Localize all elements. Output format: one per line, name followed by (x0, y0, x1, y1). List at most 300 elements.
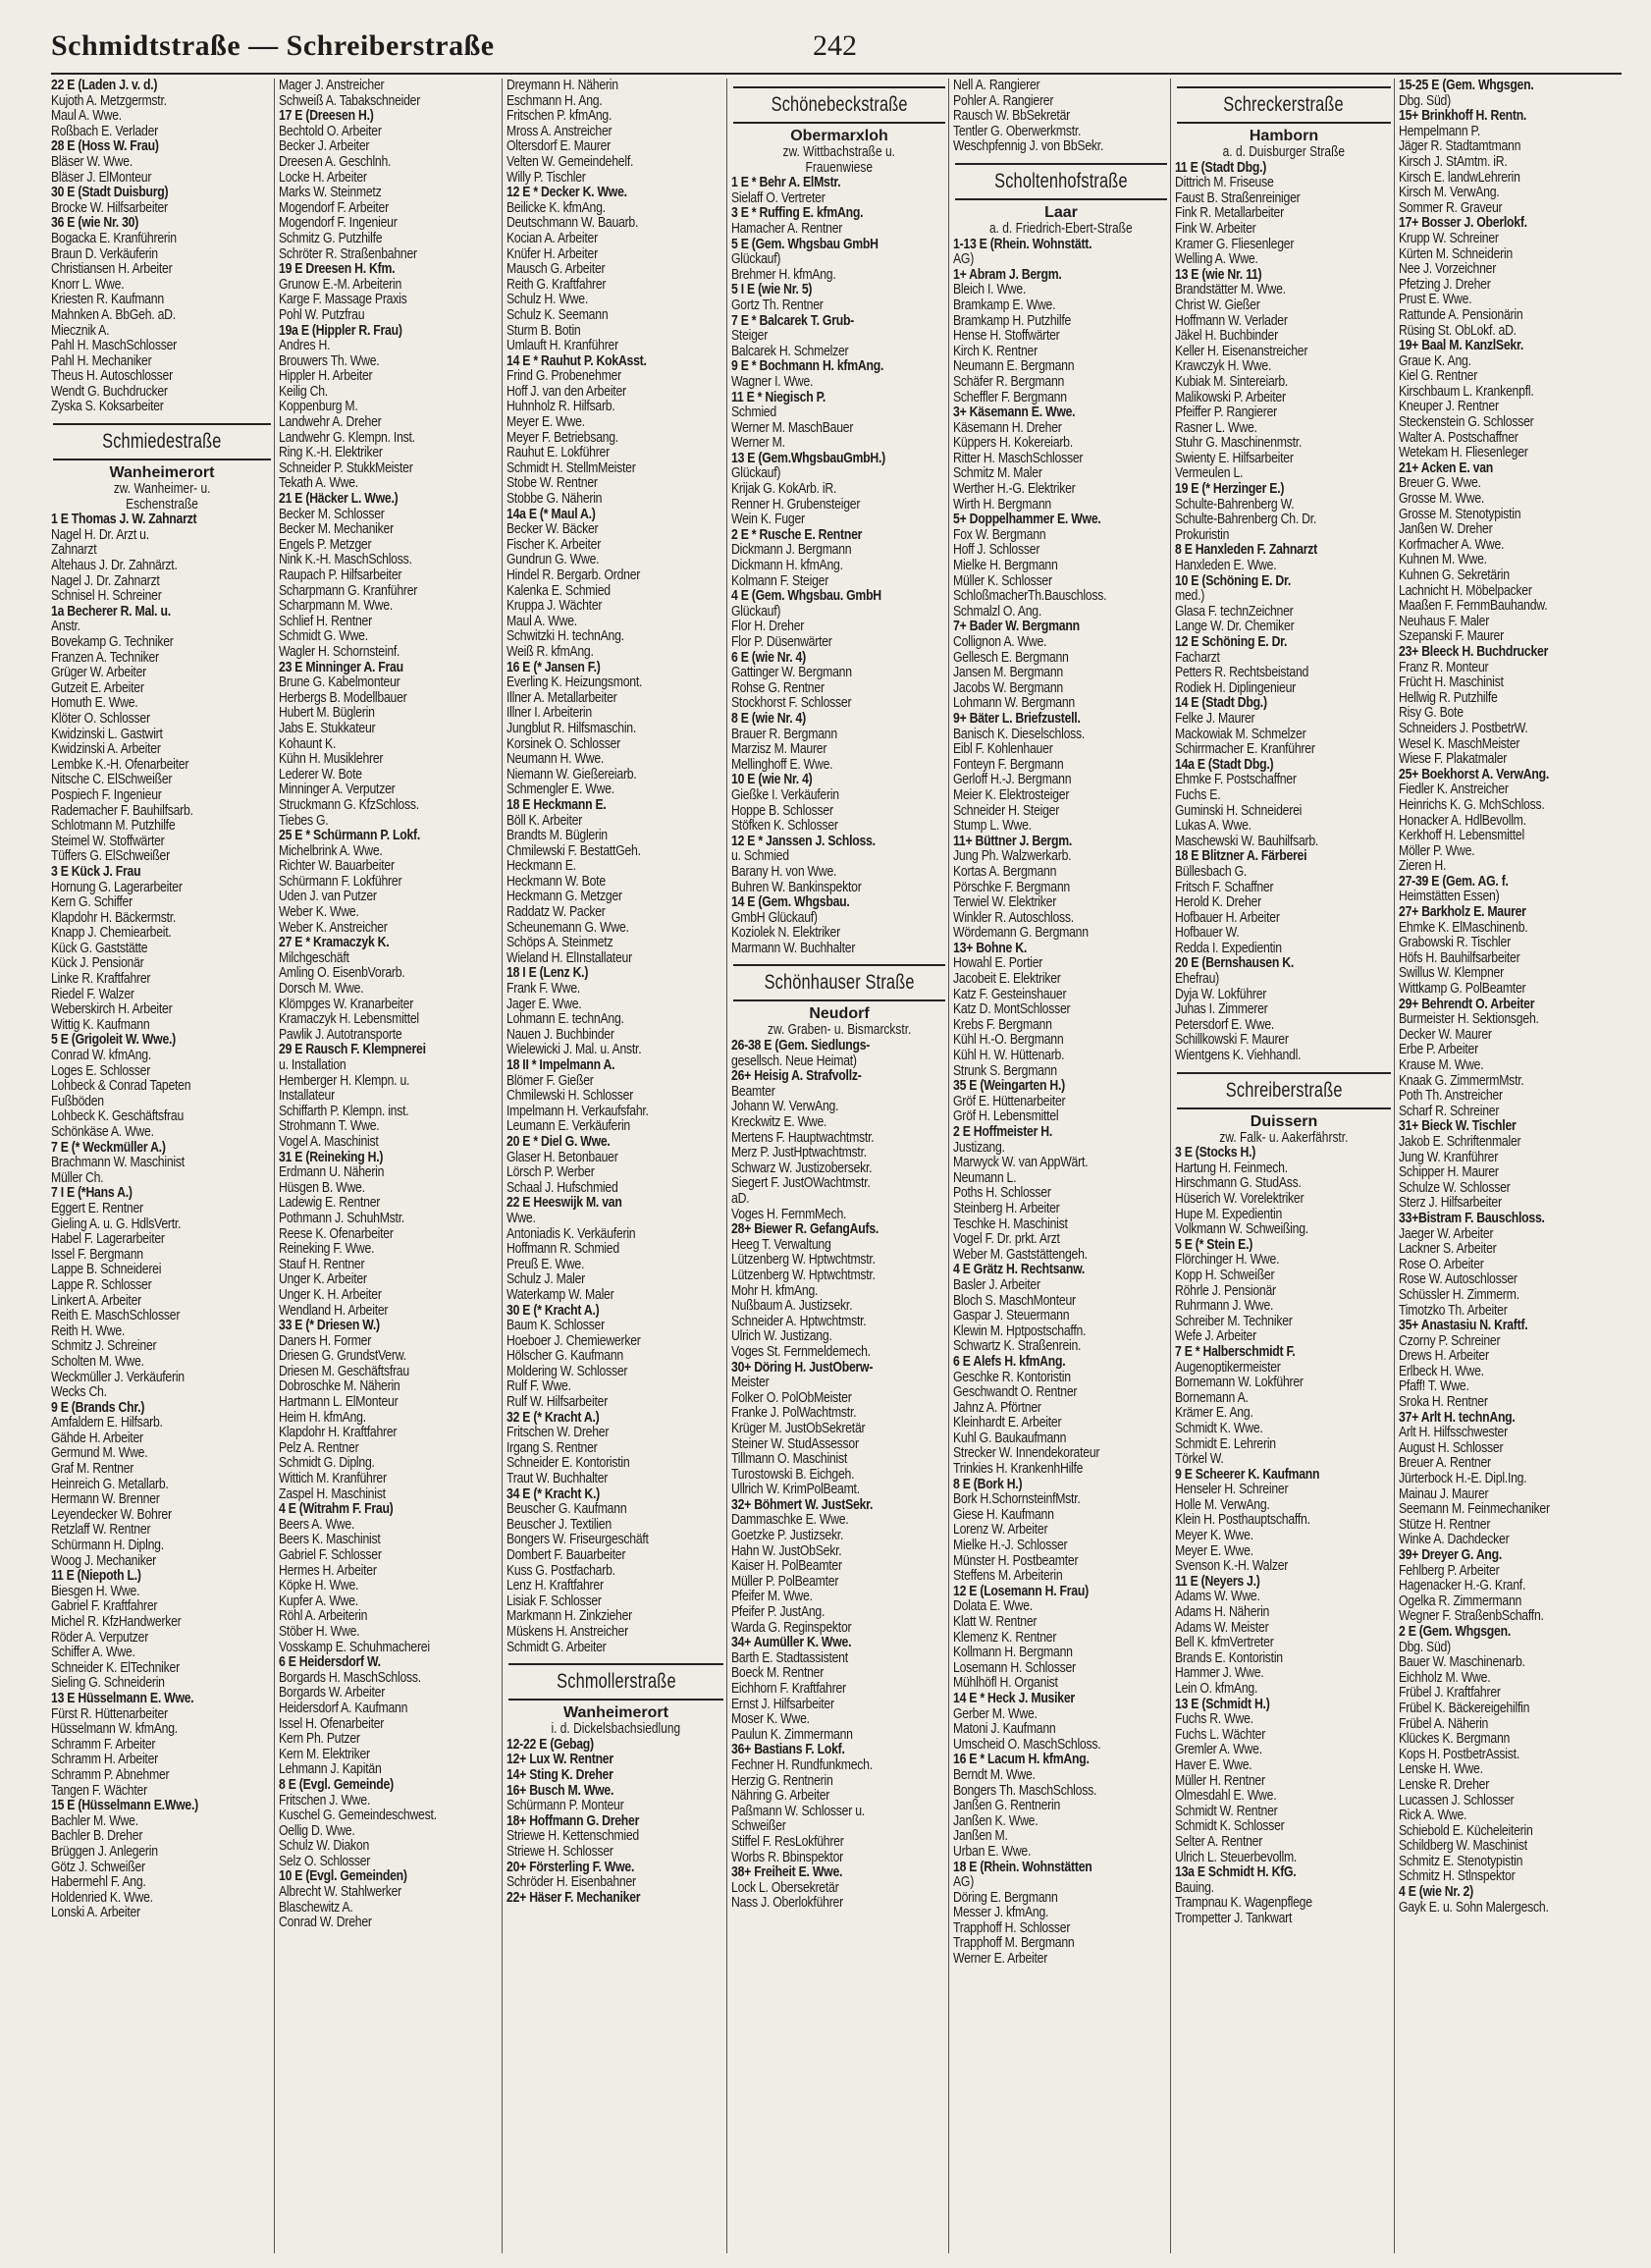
house-entry: 12-22 E (Gebag) (506, 1736, 594, 1753)
street-heading-text: Schreckerstraße (1223, 93, 1345, 116)
resident-entry: Johann W. VerwAng. (731, 1099, 839, 1115)
resident-entry: Erlbeck H. Wwe. (1399, 1363, 1484, 1379)
street-heading (1177, 86, 1391, 124)
resident-entry: Blömer F. Gießer (506, 1072, 594, 1089)
resident-entry: Prokuristin (1175, 526, 1230, 543)
resident-entry: Stump L. Wwe. (953, 818, 1032, 835)
resident-entry: Jahnz A. Pförtner (953, 1399, 1041, 1416)
resident-entry: Grosse M. Stenotypistin (1399, 506, 1521, 522)
resident-entry: Berndt M. Wwe. (953, 1766, 1036, 1783)
resident-entry: Ehefrau) (1175, 971, 1220, 988)
house-entry: 14a E (* Maul A.) (506, 506, 596, 522)
resident-entry: Frind G. Probenehmer (506, 368, 621, 385)
resident-entry: u. Installation (279, 1057, 346, 1073)
resident-entry: Schramm H. Arbeiter (51, 1752, 158, 1768)
resident-entry: Woog J. Mechaniker (51, 1552, 156, 1569)
resident-entry: Schmitz G. Putzhilfe (279, 230, 383, 246)
resident-entry: Dickmann J. Bergmann (731, 542, 852, 559)
resident-entry: Roßbach E. Verlader (51, 123, 159, 139)
resident-entry: Neumann H. Wwe. (506, 751, 605, 768)
resident-entry: Fonteyn F. Bergmann (953, 756, 1064, 773)
house-entry: 32+ Böhmert W. JustSekr. (731, 1496, 874, 1513)
resident-entry: Schwartz K. Straßenrein. (953, 1338, 1082, 1355)
house-entry: 28+ Biewer R. GefangAufs. (731, 1221, 879, 1238)
resident-entry: Wetekam H. Fliesenleger (1399, 445, 1528, 461)
house-entry: 13 E (Gem.WhgsbauGmbH.) (731, 450, 886, 466)
resident-entry: Fiedler K. Anstreicher (1399, 782, 1509, 798)
resident-entry: Schildberg W. Maschinist (1399, 1838, 1527, 1855)
resident-entry: Janßen K. Wwe. (953, 1812, 1039, 1829)
house-entry: 35 E (Weingarten H.) (953, 1078, 1065, 1095)
house-entry: 11 E (Neyers J.) (1175, 1573, 1260, 1590)
resident-entry: Welling A. Wwe. (1175, 251, 1258, 268)
street-heading-text: Schreiberstraße (1225, 1078, 1343, 1102)
resident-entry: Erbe P. Arbeiter (1399, 1042, 1478, 1058)
house-entry: 13a E Schmidt H. KfG. (1175, 1864, 1297, 1881)
resident-entry: Maschewski W. Bauhilfsarb. (1175, 833, 1319, 849)
resident-entry: Werner E. Arbeiter (953, 1951, 1048, 1968)
street-location-note (51, 482, 273, 498)
resident-entry: Schmidt G. Arbeiter (506, 1639, 607, 1655)
resident-entry: Siegert F. JustOWachtmstr. (731, 1175, 871, 1192)
resident-entry: Strunk S. Bergmann (953, 1062, 1057, 1079)
house-entry: 35+ Anastasiu N. Kraftf. (1399, 1318, 1528, 1334)
resident-entry: Reith H. Wwe. (51, 1323, 126, 1339)
resident-entry: Lucassen J. Schlosser (1399, 1792, 1515, 1809)
house-entry: 39+ Dreyer G. Ang. (1399, 1547, 1503, 1563)
resident-entry: Trompetter J. Tankwart (1175, 1910, 1293, 1926)
resident-entry: Seemann M. Feinmechaniker (1399, 1501, 1550, 1518)
resident-entry: Facharzt (1175, 649, 1220, 666)
resident-entry: Hüsgen B. Wwe. (279, 1179, 365, 1196)
resident-entry: Neuhaus F. Maler (1399, 613, 1490, 629)
resident-entry: Nink K.-H. MaschSchloss. (279, 552, 412, 568)
resident-entry: Rademacher F. Bauhilfsarb. (51, 802, 193, 819)
resident-entry: Schulz J. Maler (506, 1271, 586, 1288)
house-entry: 13 E (Schmidt H.) (1175, 1696, 1270, 1712)
resident-entry: Goetzke P. Justizsekr. (731, 1528, 844, 1544)
resident-entry: Vogel F. Dr. prkt. Arzt (953, 1231, 1060, 1248)
resident-entry: Schäfer R. Bergmann (953, 373, 1065, 390)
resident-entry: Wecks Ch. (51, 1384, 107, 1401)
resident-entry: Pfetzing J. Dreher (1399, 276, 1491, 293)
resident-entry: Hubert M. Büglerin (279, 705, 375, 722)
house-entry: 6 E (wie Nr. 4) (731, 649, 806, 666)
resident-entry: Heinrichs K. G. MchSchloss. (1399, 796, 1545, 813)
resident-entry: Pospiech F. Ingenieur (51, 786, 162, 803)
street-heading (955, 163, 1167, 200)
house-entry: 23+ Bleeck H. Buchdrucker (1399, 643, 1549, 660)
resident-entry: Wein K. Fuger (731, 512, 805, 528)
resident-entry: Frübel K. Bäckereigehilfin (1399, 1700, 1530, 1716)
resident-entry: Ladewig E. Rentner (279, 1195, 381, 1212)
resident-entry: Meyer E. Wwe. (1175, 1542, 1253, 1559)
resident-entry: Ruhrmann J. Wwe. (1175, 1298, 1274, 1315)
street-location-text: Frauenwiese (805, 159, 874, 176)
resident-entry: Gellesch E. Bergmann (953, 649, 1069, 666)
resident-entry: Heckmann E. (506, 858, 576, 875)
house-entry: 31 E (Reineking H.) (279, 1149, 384, 1165)
resident-entry: Kruppa J. Wächter (506, 598, 603, 615)
resident-entry: Anstr. (51, 619, 80, 635)
house-entry: 28 E (Hoss W. Frau) (51, 138, 159, 155)
resident-entry: Schiebold E. Kücheleiterin (1399, 1822, 1533, 1839)
resident-entry: Hornung G. Lagerarbeiter (51, 879, 183, 895)
resident-entry: Steimel W. Stoffwärter (51, 833, 165, 849)
resident-entry: Amling O. EisenbVorarb. (279, 965, 405, 982)
house-entry: 22 E (Laden J. v. d.) (51, 79, 158, 93)
resident-entry: Franke J. PolWachtmstr. (731, 1405, 857, 1422)
resident-entry: Bell K. kfmVertreter (1175, 1635, 1274, 1651)
resident-entry: Loges E. Schlosser (51, 1062, 151, 1079)
resident-entry: Wittkamp G. PolBeamter (1399, 981, 1526, 998)
house-entry: 9+ Bäter L. Briefzustell. (953, 710, 1081, 727)
resident-entry: Strecker W. Innendekorateur (953, 1445, 1100, 1462)
resident-entry: Schmengler E. Wwe. (506, 782, 614, 798)
resident-entry: med.) (1175, 588, 1205, 605)
resident-entry: Selz O. Schlosser (279, 1853, 371, 1869)
resident-entry: Gayk E. u. Sohn Malergesch. (1399, 1899, 1549, 1916)
resident-entry: Möller P. Wwe. (1399, 842, 1475, 859)
house-entry: 19 E Dreesen H. Kfm. (279, 261, 396, 278)
running-title: Schmidtstraße — Schreiberstraße (51, 29, 495, 62)
street-heading (53, 423, 271, 460)
resident-entry: Franz R. Monteur (1399, 659, 1489, 675)
resident-entry: Scharpmann M. Wwe. (279, 598, 394, 615)
resident-entry: Illner I. Arbeiterin (506, 705, 592, 722)
resident-entry: Wefe J. Arbeiter (1175, 1328, 1256, 1345)
resident-entry: Schröder H. Eisenbahner (506, 1874, 636, 1891)
resident-entry: Ritter H. MaschSchlosser (953, 450, 1084, 466)
resident-entry: Schwitzki H. technAng. (506, 628, 624, 645)
resident-entry: Rattunde A. Pensionärin (1399, 306, 1523, 323)
resident-entry: Daners H. Former (279, 1332, 372, 1349)
house-entry: 3+ Käsemann E. Wwe. (953, 405, 1076, 421)
resident-entry: Mross A. Anstreicher (506, 123, 612, 139)
resident-entry: Kühl H. W. Hüttenarb. (953, 1048, 1065, 1064)
resident-entry: Dreymann H. Näherin (506, 79, 618, 93)
house-entry: 29 E Rausch F. Klempnerei (279, 1042, 426, 1058)
resident-entry: Hempelmann P. (1399, 123, 1481, 139)
district-name: Duissern (1250, 1112, 1318, 1130)
resident-entry: Franzen A. Techniker (51, 649, 159, 666)
resident-entry: Blaschewitz A. (279, 1899, 353, 1916)
resident-entry: Dbg. Süd) (1399, 92, 1451, 109)
resident-entry: Turostowski B. Eichgeh. (731, 1466, 855, 1483)
resident-entry: Kubiak M. Sintereiarb. (1175, 373, 1289, 390)
resident-entry: Rohse G. Rentner (731, 679, 825, 696)
resident-entry: Breuer G. Wwe. (1399, 475, 1481, 492)
resident-entry: Schweißer (731, 1818, 786, 1835)
resident-entry: Grabowski R. Tischler (1399, 935, 1511, 951)
resident-entry: Ulrich W. Justizang. (731, 1328, 832, 1345)
house-entry: 5 E (Gem. Whgsbau GmbH (731, 236, 879, 252)
resident-entry: Selter A. Rentner (1175, 1833, 1263, 1850)
resident-entry: Stütze H. Rentner (1399, 1516, 1491, 1533)
resident-entry: Schramm F. Arbeiter (51, 1736, 156, 1753)
street-location-text: Eschenstraße (126, 496, 198, 513)
resident-entry: Adams W. Meister (1175, 1619, 1269, 1636)
resident-entry: Wendland H. Arbeiter (279, 1302, 389, 1319)
house-entry: 4 E (wie Nr. 2) (1399, 1884, 1473, 1901)
resident-entry: Fuchs L. Wächter (1175, 1726, 1266, 1743)
resident-entry: Borgards H. MaschSchloss. (279, 1669, 421, 1686)
resident-entry: Janßen M. (953, 1828, 1008, 1845)
resident-entry: Graue K. Ang. (1399, 352, 1471, 369)
resident-entry: Dreesen A. Geschlnh. (279, 153, 392, 170)
resident-entry: Renner H. Grubensteiger (731, 496, 861, 513)
resident-entry: Hartmann L. ElMonteur (279, 1394, 399, 1411)
resident-entry: Klapdohr H. Kraftfahrer (279, 1425, 398, 1441)
resident-entry: Prust E. Wwe. (1399, 292, 1472, 308)
resident-entry: Gähde H. Arbeiter (51, 1430, 143, 1446)
house-entry: 2 E * Rusche E. Rentner (731, 526, 863, 543)
house-entry: 4 E Grätz H. Rechtsanw. (953, 1262, 1086, 1278)
resident-entry: Steffens M. Arbeiterin (953, 1568, 1063, 1585)
street-heading-text: Scholtenhofstraße (994, 169, 1128, 192)
resident-entry: Giese H. Kaufmann (953, 1506, 1054, 1523)
resident-entry: Jung W. Kranführer (1399, 1149, 1499, 1165)
house-entry: 12 E (Losemann H. Frau) (953, 1583, 1089, 1599)
resident-entry: Schmidt H. StellmMeister (506, 459, 636, 476)
house-entry: 7 I E (*Hans A.) (51, 1185, 133, 1202)
resident-entry: Rasner L. Wwe. (1175, 419, 1257, 436)
resident-entry: Messer J. kfmAng. (953, 1905, 1049, 1921)
resident-entry: Hoffmann R. Schmied (506, 1241, 619, 1258)
resident-entry: Haver E. Wwe. (1175, 1756, 1252, 1773)
resident-entry: Hense H. Stoffwärter (953, 328, 1060, 345)
resident-entry: Glückauf) (731, 465, 781, 482)
resident-entry: Schulte-Bahrenberg Ch. Dr. (1175, 512, 1317, 528)
resident-entry: Driesen G. GrundstVerw. (279, 1348, 406, 1365)
resident-entry: Knüfer H. Arbeiter (506, 245, 598, 262)
resident-entry: Marwyck W. van AppWärt. (953, 1155, 1089, 1171)
resident-entry: Brandts M. Büglerin (506, 828, 608, 844)
house-entry: 13 E (wie Nr. 11) (1175, 266, 1262, 283)
resident-entry: Mertens F. Hauptwachtmstr. (731, 1129, 875, 1146)
resident-entry: Kramer G. Fliesenleger (1175, 236, 1295, 252)
district-name: Neudorf (809, 1005, 870, 1023)
resident-entry: Kwidzinski L. Gastwirt (51, 726, 163, 742)
resident-entry: Steckenstein G. Schlosser (1399, 414, 1534, 431)
resident-entry: Gaspar J. Steuermann (953, 1308, 1070, 1324)
resident-entry: SchloßmacherTh.Bauschloss. (953, 588, 1107, 605)
resident-entry: Hindel R. Bergarb. Ordner (506, 567, 641, 583)
resident-entry: Fürst R. Hüttenarbeiter (51, 1705, 168, 1722)
resident-entry: Kirschbaum L. Krankenpfl. (1399, 383, 1534, 400)
resident-entry: Flörchinger H. Wwe. (1175, 1252, 1280, 1269)
resident-entry: Nußbaum A. Justizsekr. (731, 1298, 853, 1315)
resident-entry: Brouwers Th. Wwe. (279, 352, 380, 369)
resident-entry: Brands E. Kontoristin (1175, 1649, 1283, 1666)
resident-entry: Gabriel F. Kraftfahrer (51, 1598, 158, 1615)
resident-entry: Huhnholz R. Hilfsarb. (506, 399, 615, 415)
resident-entry: Schneider P. StukkMeister (279, 459, 413, 476)
house-entry: 11+ Büttner J. Bergm. (953, 833, 1073, 849)
house-entry: 1-13 E (Rhein. Wohnstätt. (953, 236, 1092, 252)
resident-entry: Niemann W. Gießereiarb. (506, 766, 637, 783)
resident-entry: Kocian A. Arbeiter (506, 230, 598, 246)
resident-entry: Pothmann J. SchuhMstr. (279, 1210, 405, 1226)
house-entry: 22+ Häser F. Mechaniker (506, 1889, 641, 1906)
resident-entry: Dittrich M. Friseuse (1175, 175, 1274, 191)
resident-entry: Sieling G. Schneiderin (51, 1675, 165, 1692)
resident-entry: Lappe B. Schneiderei (51, 1262, 162, 1278)
resident-entry: Issel F. Bergmann (51, 1246, 143, 1263)
resident-entry: Faust B. Straßenreiniger (1175, 189, 1301, 206)
resident-entry: Klapdohr H. Bäckermstr. (51, 909, 177, 926)
resident-entry: Landwehr A. Dreher (279, 414, 382, 431)
resident-entry: Bläser J. ElMonteur (51, 169, 152, 186)
resident-entry: Szepanski F. Maurer (1399, 628, 1504, 645)
resident-entry: Moldering W. Schlosser (506, 1363, 628, 1379)
resident-entry: Holdenried K. Wwe. (51, 1889, 153, 1906)
resident-entry: Jaeger W. Arbeiter (1399, 1225, 1494, 1242)
resident-entry: Justizang. (953, 1139, 1005, 1156)
resident-entry: Meyer K. Wwe. (1175, 1528, 1253, 1544)
resident-entry: Wesel K. MaschMeister (1399, 735, 1520, 752)
resident-entry: Kollmann H. Bergmann (953, 1645, 1073, 1661)
resident-entry: Karge F. Massage Praxis (279, 292, 407, 308)
house-entry: 34+ Aumüller K. Wwe. (731, 1635, 852, 1651)
resident-entry: Jungblut R. Hilfsmaschin. (506, 720, 637, 736)
resident-entry: Lörsch P. Werber (506, 1164, 595, 1181)
house-entry: 1+ Abram J. Bergm. (953, 266, 1062, 283)
resident-entry: Strohmann T. Wwe. (279, 1118, 380, 1135)
column-7 (1394, 79, 1620, 2253)
resident-entry: Winkler R. Autoschloss. (953, 909, 1074, 926)
resident-entry: Kiel G. Rentner (1399, 368, 1478, 385)
resident-entry: Honacker A. HdlBevollm. (1399, 812, 1526, 829)
resident-entry: Hamacher A. Rentner (731, 220, 843, 237)
resident-entry: Krause M. Wwe. (1399, 1057, 1484, 1073)
resident-entry: Gabriel F. Schlosser (279, 1547, 382, 1563)
page-number: 242 (813, 29, 857, 62)
house-entry: 17+ Bosser J. Oberlokf. (1399, 215, 1527, 232)
resident-entry: Nähring G. Arbeiter (731, 1788, 830, 1805)
house-entry: 2 E Hoffmeister H. (953, 1124, 1053, 1140)
resident-entry: Kolmann F. Steiger (731, 572, 829, 589)
house-entry: 19+ Baal M. KanzlSekr. (1399, 338, 1523, 354)
resident-entry: Barany H. von Wwe. (731, 863, 837, 880)
resident-entry: Sroka H. Rentner (1399, 1394, 1488, 1411)
resident-entry: Swienty E. Hilfsarbeiter (1175, 450, 1294, 466)
resident-entry: Miecznik A. (51, 322, 110, 339)
house-entry: 36 E (wie Nr. 30) (51, 215, 139, 232)
house-entry: 14 E * Heck J. Musiker (953, 1690, 1075, 1706)
resident-entry: Glasa F. technZeichner (1175, 603, 1294, 620)
resident-entry: Jabs E. Stukkateur (279, 720, 376, 736)
resident-entry: Zieren H. (1399, 858, 1447, 875)
resident-entry: Schmidt G. Diplng. (279, 1455, 375, 1472)
resident-entry: Marmann W. Buchhalter (731, 940, 856, 956)
house-entry: 27 E * Kramaczyk K. (279, 935, 390, 951)
header-rule (51, 73, 1622, 75)
street-location-note (731, 1023, 947, 1039)
resident-entry: Kwidzinski A. Arbeiter (51, 741, 161, 758)
resident-entry: Krämer E. Ang. (1175, 1405, 1253, 1422)
resident-entry: Knorr L. Wwe. (51, 276, 125, 293)
resident-entry: Gortz Th. Rentner (731, 297, 824, 313)
house-entry: 29+ Behrendt O. Arbeiter (1399, 996, 1535, 1012)
house-entry: 3 E * Ruffing E. kfmAng. (731, 205, 864, 222)
resident-entry: Bramkamp E. Wwe. (953, 297, 1056, 313)
resident-entry: Kück G. Gaststätte (51, 940, 148, 956)
resident-entry: Schwarz W. Justizobersekr. (731, 1160, 873, 1176)
house-entry: 10 E (Schöning E. Dr. (1175, 572, 1292, 589)
resident-entry: Pfeiffer P. Rangierer (1175, 405, 1277, 421)
resident-entry: Gerloff H.-J. Bergmann (953, 772, 1072, 788)
street-location-note (953, 222, 1169, 238)
house-entry: 13+ Bohne K. (953, 940, 1027, 956)
resident-entry: Hoppe B. Schlosser (731, 802, 833, 819)
resident-entry: Dammaschke E. Wwe. (731, 1512, 849, 1529)
house-entry: 17 E (Dreesen H.) (279, 108, 374, 125)
resident-entry: Schulz K. Seemann (506, 306, 609, 323)
resident-entry: Schnisel H. Schreiner (51, 588, 162, 605)
resident-entry: Hüsselmann W. kfmAng. (51, 1721, 178, 1738)
resident-entry: Markmann H. Zinkzieher (506, 1608, 632, 1625)
street-location-note (51, 498, 273, 513)
resident-entry: Schirrmacher E. Kranführer (1175, 741, 1315, 758)
house-entry: 30 E (Stadt Duisburg) (51, 185, 169, 201)
house-entry: 16 E * Lacum H. kfmAng. (953, 1752, 1090, 1768)
resident-entry: Christiansen H. Arbeiter (51, 261, 173, 278)
resident-entry: Mielke H. Bergmann (953, 558, 1058, 574)
resident-entry: Kramaczyk H. Lebensmittel (279, 1011, 419, 1028)
resident-entry: Schaal J. Hufschmied (506, 1179, 618, 1196)
house-entry: 11 E (Stadt Dbg.) (1175, 159, 1267, 176)
house-entry: 5+ Doppelhammer E. Wwe. (953, 512, 1101, 528)
resident-entry: Bloch S. MaschMonteur (953, 1292, 1076, 1309)
resident-entry: Amfaldern E. Hilfsarb. (51, 1415, 163, 1431)
resident-entry: Pfeifer M. Wwe. (731, 1589, 813, 1605)
resident-entry: Tillmann O. Maschinist (731, 1451, 847, 1468)
house-entry: 12+ Lux W. Rentner (506, 1752, 613, 1768)
resident-entry: Basler J. Arbeiter (953, 1276, 1040, 1293)
resident-entry: Klewin M. Hptpostschaffn. (953, 1323, 1087, 1339)
house-entry: 12 E Schöning E. Dr. (1175, 634, 1288, 650)
resident-entry: Rose W. Autoschlosser (1399, 1271, 1518, 1288)
resident-entry: Gutzeit E. Arbeiter (51, 679, 144, 696)
resident-entry: Hartung H. Feinmech. (1175, 1160, 1288, 1176)
resident-entry: Wegner F. StraßenbSchaffn. (1399, 1608, 1544, 1625)
resident-entry: Altehaus J. Dr. Zahnärzt. (51, 558, 178, 574)
resident-entry: Gießke I. Verkäuferin (731, 786, 839, 803)
resident-entry: Erdmann U. Näherin (279, 1164, 385, 1181)
resident-entry: Kalenka E. Schmied (506, 582, 611, 599)
resident-entry: Mogendorf F. Arbeiter (279, 199, 389, 216)
resident-entry: Käsemann H. Dreher (953, 419, 1062, 436)
resident-entry: Röder A. Verputzer (51, 1629, 149, 1646)
resident-entry: Dobroschke M. Näherin (279, 1378, 400, 1395)
resident-entry: Müller K. Schlosser (953, 572, 1052, 589)
resident-entry: Rick A. Wwe. (1399, 1808, 1467, 1824)
house-entry: 21 E (Häcker L. Wwe.) (279, 491, 399, 508)
resident-entry: Lenz H. Kraftfahrer (506, 1578, 604, 1594)
resident-entry: Schiffarth P. Klempn. inst. (279, 1103, 409, 1119)
street-heading-text: Schönebeckstraße (771, 93, 908, 116)
resident-entry: Kuss G. Postfacharb. (506, 1562, 615, 1579)
resident-entry: Hoeboer J. Chemiewerker (506, 1332, 641, 1349)
column-2 (274, 79, 501, 2253)
resident-entry: Wieland H. ElInstallateur (506, 949, 632, 966)
resident-entry: Bork H.SchornsteinfMstr. (953, 1491, 1081, 1508)
resident-entry: Stobe W. Rentner (506, 475, 598, 492)
resident-entry: Schmitz M. Maler (953, 465, 1042, 482)
resident-entry: Olmesdahl E. Wwe. (1175, 1788, 1277, 1805)
resident-entry: Irgang S. Rentner (506, 1439, 598, 1456)
